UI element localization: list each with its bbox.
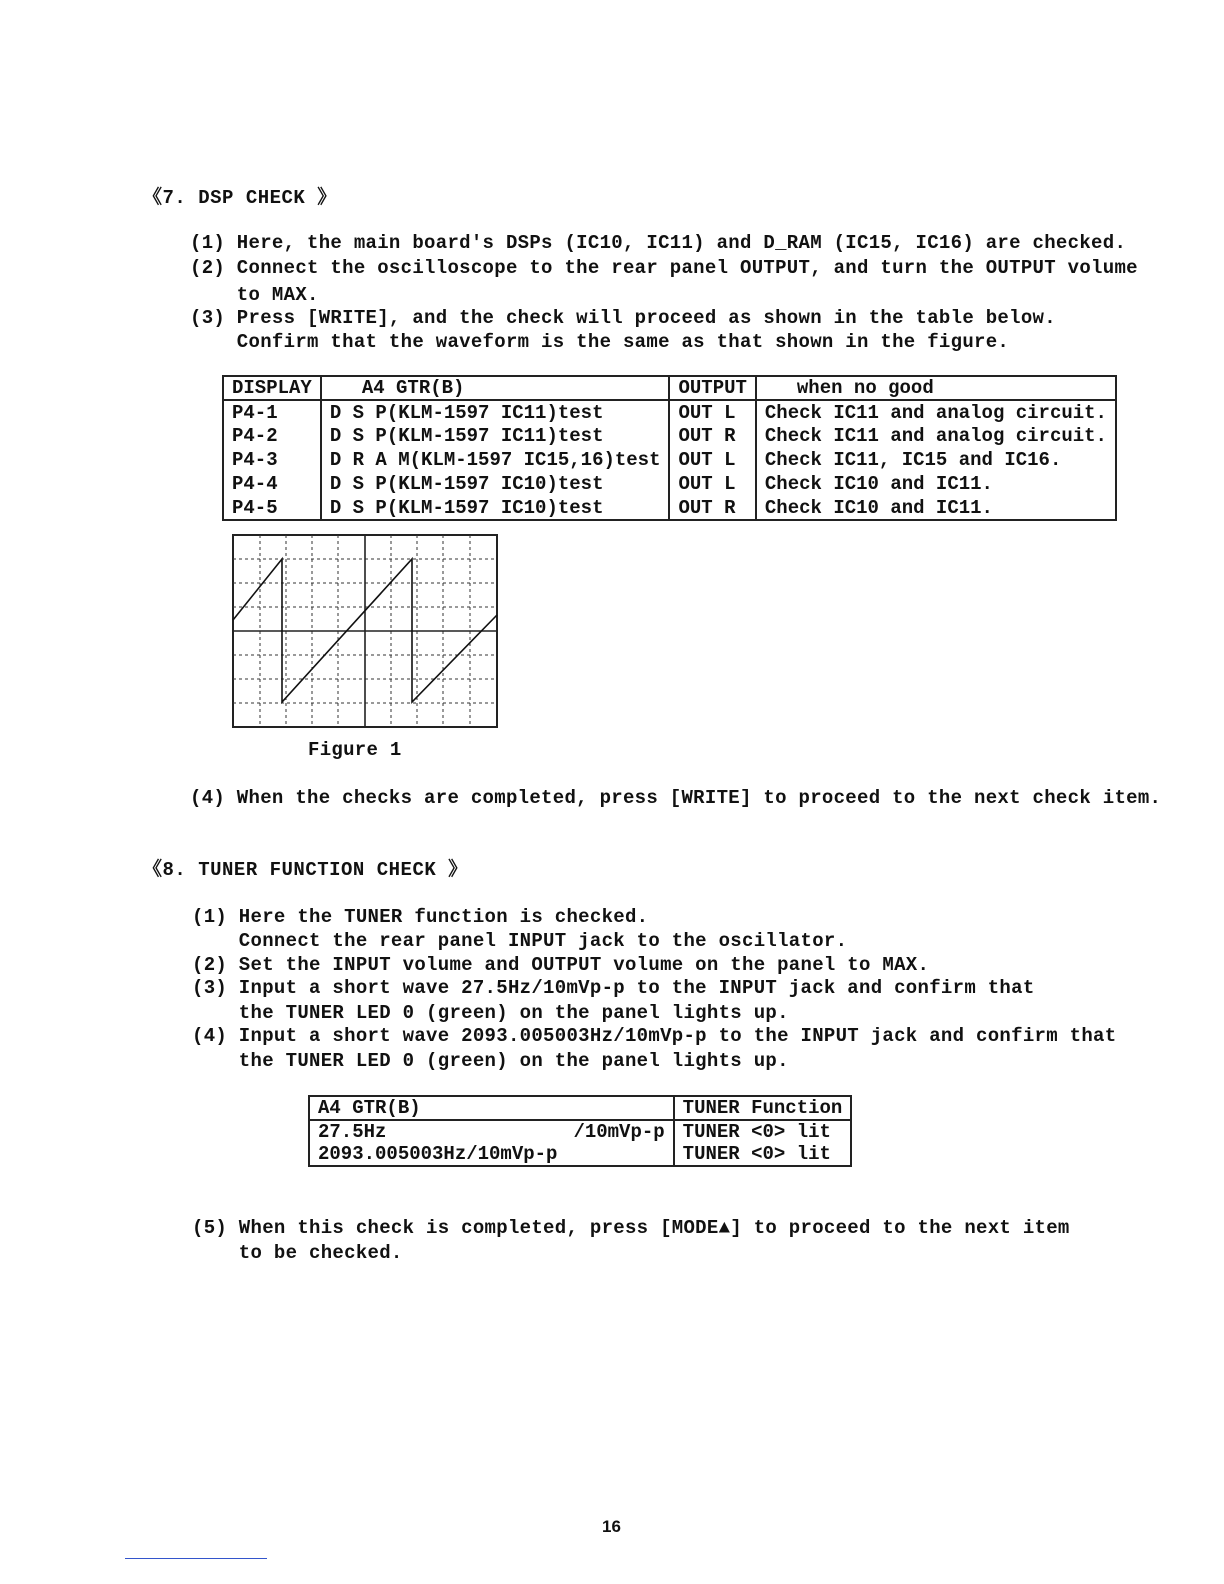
cell-output: OUT L (669, 472, 755, 496)
cell-display: P4-1 (223, 400, 321, 424)
cell-test: D R A M(KLM-1597 IC15,16)test (321, 448, 670, 472)
table-row (309, 1143, 851, 1166)
cell-tuner-result: TUNER <0> lit (674, 1143, 852, 1166)
cell-output: OUT R (669, 424, 755, 448)
section-8-step-1-cont: Connect the rear panel INPUT jack to the oscillator. (192, 930, 848, 952)
cell-output: OUT L (669, 448, 755, 472)
header-display: DISPLAY (223, 376, 321, 400)
cell-frequency: 2093.005003Hz/10mVp-p (309, 1143, 565, 1166)
header-a4-gtr: A4 GTR(B) (309, 1096, 674, 1120)
cell-remedy: Check IC11, IC15 and IC16. (756, 448, 1116, 472)
cell-display: P4-2 (223, 424, 321, 448)
section-7-step-2-cont: to MAX. (190, 284, 319, 306)
section-8-step-5: (5) When this check is completed, press [MODE▲] to proceed to the next item (192, 1217, 1070, 1239)
header-when-no-good: when no good (756, 376, 1116, 400)
figure-caption: Figure 1 (308, 739, 402, 761)
section-7-step-4: (4) When the checks are completed, press [WRITE] to proceed to the next check item. (190, 787, 1162, 809)
oscilloscope-waveform-figure (232, 534, 498, 728)
header-output: OUTPUT (669, 376, 755, 400)
header-a4-gtr: A4 GTR(B) (321, 376, 670, 400)
page-number: 16 (602, 1517, 621, 1536)
cell-tuner-result: TUNER <0> lit (674, 1120, 852, 1143)
section-8-step-5-cont: to be checked. (192, 1242, 403, 1264)
table-row (223, 448, 1116, 472)
dsp-check-table (222, 375, 1117, 521)
cell-remedy: Check IC10 and IC11. (756, 472, 1116, 496)
cell-test: D S P(KLM-1597 IC11)test (321, 400, 670, 424)
table-row (223, 472, 1116, 496)
cell-test: D S P(KLM-1597 IC10)test (321, 472, 670, 496)
section-8-step-3-cont: the TUNER LED 0 (green) on the panel lights up. (192, 1002, 789, 1024)
section-7-step-3-cont: Confirm that the waveform is the same as that shown in the figure. (190, 331, 1010, 353)
section-8-step-4-cont: the TUNER LED 0 (green) on the panel lights up. (192, 1050, 789, 1072)
cell-output: OUT R (669, 496, 755, 520)
cell-remedy: Check IC11 and analog circuit. (756, 400, 1116, 424)
cell-level: /10mVp-p (565, 1120, 673, 1143)
scope-center-axes (233, 535, 497, 727)
cell-remedy: Check IC11 and analog circuit. (756, 424, 1116, 448)
section-7-step-1: (1) Here, the main board's DSPs (IC10, IC11) and D_RAM (IC15, IC16) are checked. (190, 232, 1127, 254)
cell-display: P4-3 (223, 448, 321, 472)
table-row (223, 400, 1116, 424)
section-8-step-1: (1) Here the TUNER function is checked. (192, 906, 649, 928)
section-8-step-3: (3) Input a short wave 27.5Hz/10mVp-p to the INPUT jack and confirm that (192, 977, 1035, 999)
cell-remedy: Check IC10 and IC11. (756, 496, 1116, 520)
cell-level (565, 1143, 673, 1166)
section-7-step-3: (3) Press [WRITE], and the check will proceed as shown in the table below. (190, 307, 1056, 329)
section-7-heading: 《7. DSP CHECK 》 (143, 187, 337, 209)
section-8-heading: 《8. TUNER FUNCTION CHECK 》 (143, 859, 468, 881)
table-row (223, 424, 1116, 448)
section-8-step-2: (2) Set the INPUT volume and OUTPUT volume on the panel to MAX. (192, 954, 930, 976)
cell-test: D S P(KLM-1597 IC11)test (321, 424, 670, 448)
footer-rule (125, 1558, 267, 1559)
table-row (309, 1120, 851, 1143)
cell-output: OUT L (669, 400, 755, 424)
table-row (223, 496, 1116, 520)
cell-display: P4-5 (223, 496, 321, 520)
section-8-step-4: (4) Input a short wave 2093.005003Hz/10mVp-p to the INPUT jack and confirm that (192, 1025, 1117, 1047)
header-tuner-function: TUNER Function (674, 1096, 852, 1120)
cell-test: D S P(KLM-1597 IC10)test (321, 496, 670, 520)
tuner-function-table (308, 1095, 852, 1167)
cell-display: P4-4 (223, 472, 321, 496)
table-header-row (223, 376, 1116, 400)
cell-frequency: 27.5Hz (309, 1120, 565, 1143)
table-header-row (309, 1096, 851, 1120)
section-7-step-2: (2) Connect the oscilloscope to the rear panel OUTPUT, and turn the OUTPUT volume (190, 257, 1138, 279)
